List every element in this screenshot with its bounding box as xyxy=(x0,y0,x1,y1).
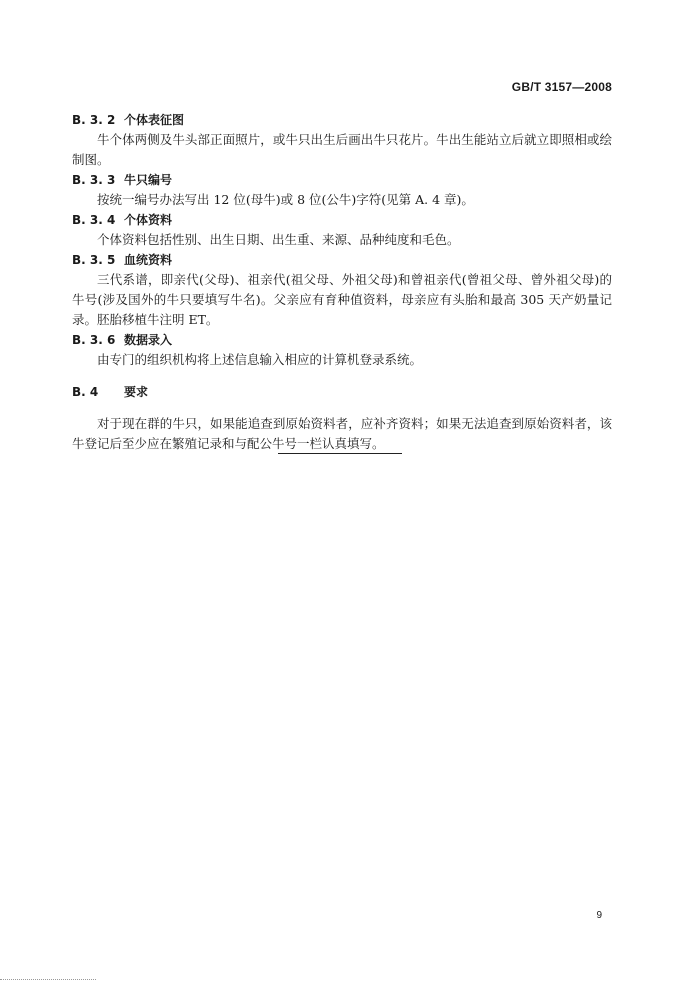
section-heading xyxy=(72,170,612,190)
standard-number: GB/T 3157—2008 xyxy=(511,80,612,94)
section-number: B. 3. 6 xyxy=(72,333,116,347)
section-number: B. 3. 5 xyxy=(72,253,116,267)
document-body xyxy=(72,110,612,454)
section-paragraph: 牛个体两侧及牛头部正面照片，或牛只出生后画出牛只花片。牛出生能站立后就立即照相或绘制图。 xyxy=(72,132,612,167)
section-heading xyxy=(72,210,612,230)
section-heading xyxy=(72,250,612,270)
section-number: B. 3. 2 xyxy=(72,113,116,127)
section-paragraph: 由专门的组织机构将上述信息输入相应的计算机登录系统。 xyxy=(97,352,423,367)
section-number: B. 3. 3 xyxy=(72,173,116,187)
section-title: 牛只编号 xyxy=(124,173,173,187)
section-title: 个体资料 xyxy=(124,213,173,227)
section-paragraph: 个体资料包括性别、出生日期、出生重、来源、品种纯度和毛色。 xyxy=(97,232,460,247)
section-paragraph: 按统一编号办法写出 12 位(母牛)或 8 位(公牛)字符(见第 A. 4 章)。 xyxy=(97,192,474,207)
section-spacer xyxy=(72,402,612,414)
section-heading xyxy=(72,382,612,402)
section-paragraph: 三代系谱，即亲代(父母)、祖亲代(祖父母、外祖父母)和曾祖亲代(曾祖父母、曾外祖父母)的牛号(涉及国外的牛只要填写牛名)。父亲应有育种值资料，母亲应有头胎和最高 305 天产奶量记录。胚胎移植牛注明 ET。 xyxy=(72,272,612,327)
end-rule xyxy=(278,453,402,454)
page-number: 9 xyxy=(596,910,602,921)
scan-edge-line xyxy=(0,979,96,980)
section-heading xyxy=(72,110,612,130)
section-spacer xyxy=(72,370,612,382)
section-heading xyxy=(72,330,612,350)
section-title: 数据录入 xyxy=(124,333,173,347)
section-number: B. 3. 4 xyxy=(72,213,116,227)
section-number: B. 4 xyxy=(72,385,99,399)
section-title: 血统资料 xyxy=(124,253,173,267)
section-paragraph: 对于现在群的牛只，如果能追查到原始资料者，应补齐资料；如果无法追查到原始资料者，该牛登记后至少应在繁殖记录和与配公牛号一栏认真填写。 xyxy=(72,416,612,451)
section-title: 个体表征图 xyxy=(124,113,185,127)
section-title: 要求 xyxy=(124,385,149,399)
